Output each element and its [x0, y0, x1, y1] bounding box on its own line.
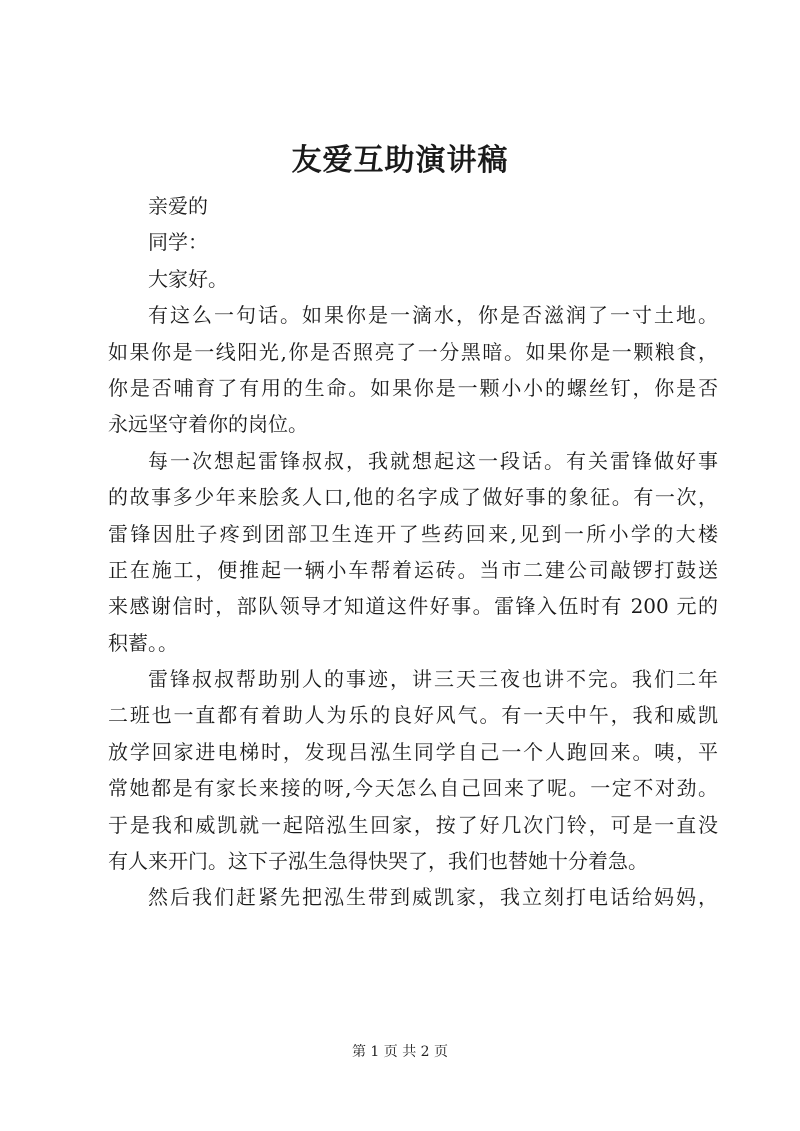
paragraph-1-line-1: 有这么一句话。如果你是一滴水，你是否滋润了一寸土地。: [148, 303, 718, 328]
salutation-line-2: 同学：: [148, 230, 208, 255]
paragraph-3-line-2: 二班也一直都有着助人为乐的良好风气。有一天中午，我和威凯: [108, 703, 718, 728]
paragraph-3-line-1: 雷锋叔叔帮助别人的事迹，讲三天三夜也讲不完。我们二年: [148, 667, 718, 692]
paragraph-3-line-3: 放学回家进电梯时，发现吕泓生同学自己一个人跑回来。咦，平: [108, 739, 718, 764]
paragraph-1-line-3: 你是否哺育了有用的生命。如果你是一颗小小的螺丝钉，你是否: [108, 375, 718, 400]
paragraph-4-line-1: 然后我们赶紧先把泓生带到威凯家，我立刻打电话给妈妈，: [148, 885, 718, 910]
greeting-line: 大家好。: [148, 266, 228, 291]
paragraph-2-line-2: 的故事多少年来脍炙人口,他的名字成了做好事的象征。有一次，: [108, 485, 718, 510]
page-footer: 第 1 页 共 2 页: [351, 1044, 449, 1060]
paragraph-2-line-4: 正在施工，便推起一辆小车帮着运砖。当市二建公司敲锣打鼓送: [108, 557, 718, 582]
paragraph-3-line-6: 有人来开门。这下子泓生急得快哭了，我们也替她十分着急。: [108, 849, 648, 874]
document-body: [108, 188, 718, 916]
paragraph-2-line-3: 雷锋因肚子疼到团部卫生连开了些药回来,见到一所小学的大楼: [108, 521, 718, 546]
paragraph-2-line-1: 每一次想起雷锋叔叔，我就想起这一段话。有关雷锋做好事: [148, 448, 718, 473]
salutation-line-1: 亲爱的: [148, 194, 208, 218]
paragraph-1-line-4: 永远坚守着你的岗位。: [108, 412, 308, 437]
paragraph-2-line-5: 来感谢信时，部队领导才知道这件好事。雷锋入伍时有 200 元的: [108, 594, 718, 619]
paragraph-1-line-2: 如果你是一线阳光,你是否照亮了一分黑暗。如果你是一颗粮食，: [108, 339, 718, 364]
document-title: 友爱互助演讲稿: [291, 143, 509, 178]
paragraph-2-line-6: 积蓄。。: [108, 630, 178, 655]
paragraph-3-line-4: 常她都是有家长来接的呀,今天怎么自己回来了呢。一定不对劲。: [108, 776, 718, 801]
paragraph-3-line-5: 于是我和威凯就一起陪泓生回家，按了好几次门铃，可是一直没: [108, 812, 718, 837]
